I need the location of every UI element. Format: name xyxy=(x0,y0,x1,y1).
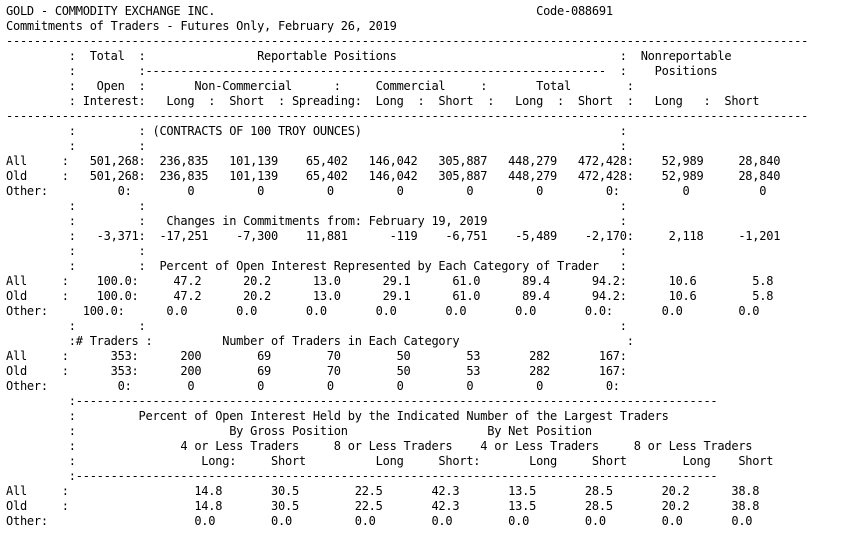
report-line: All : 100.0: 47.2 20.2 13.0 29.1 61.0 89.4 94.2: 10.6 5.8 xyxy=(6,274,774,288)
report-line: : Interest: Long : Short : Spreading: Long : Short : Long : Short : Long : Short xyxy=(6,94,760,108)
report-line: All : 501,268: 236,835 101,139 65,402 146,042 305,887 448,279 472,428: 52,989 28,840 xyxy=(6,154,781,168)
report-line: Old : 353: 200 69 70 50 53 282 167: xyxy=(6,364,627,378)
report-line: : 4 or Less Traders 8 or Less Traders 4 or Less Traders 8 or Less Traders xyxy=(6,439,753,453)
report-line: : -3,371: -17,251 -7,300 11,881 -119 -6,751 -5,489 -2,170: 2,118 -1,201 xyxy=(6,229,781,243)
report-line: ------------------------------------------------------------------------------------------------------------------- xyxy=(6,109,809,123)
report-subtitle: Commitments of Traders - Futures Only, February 26, 2019 xyxy=(6,19,397,33)
report-body xyxy=(6,34,808,528)
report-line: Old : 14.8 30.5 22.5 42.3 13.5 28.5 20.2 38.8 xyxy=(6,499,760,513)
report-line: : : Changes in Commitments from: February 19, 2019 : xyxy=(6,214,627,228)
report-line: : : : xyxy=(6,199,627,213)
report-line: : : (CONTRACTS OF 100 TROY OUNCES) : xyxy=(6,124,627,138)
report-line: :-------------------------------------------------------------------------------------------- xyxy=(6,469,718,483)
report-line: ------------------------------------------------------------------------------------------------------------------- xyxy=(6,34,809,48)
report-line: : By Gross Position By Net Position xyxy=(6,424,592,438)
report-line: : Total : Reportable Positions : Nonreportable xyxy=(6,49,732,63)
report-title: GOLD - COMMODITY EXCHANGE INC. xyxy=(6,4,216,18)
report-line: : : Percent of Open Interest Represented by Each Category of Trader : xyxy=(6,259,627,273)
report-line: Other: 0.0 0.0 0.0 0.0 0.0 0.0 0.0 0.0 xyxy=(6,514,753,528)
report-line: Other: 100.0: 0.0 0.0 0.0 0.0 0.0 0.0 0.0: 0.0 0.0 xyxy=(6,304,760,318)
report-line: Old : 100.0: 47.2 20.2 13.0 29.1 61.0 89.4 94.2: 10.6 5.8 xyxy=(6,289,774,303)
title-gap xyxy=(215,4,536,18)
report-line: Other: 0: 0 0 0 0 0 0 0: xyxy=(6,379,620,393)
report-line: : Long: Short Long Short: Long Short Long Short xyxy=(6,454,774,468)
report-line: : : : xyxy=(6,319,627,333)
report-line: : Percent of Open Interest Held by the Indicated Number of the Largest Traders xyxy=(6,409,669,423)
report-line: All : 353: 200 69 70 50 53 282 167: xyxy=(6,349,627,363)
report-line: :# Traders : Number of Traders in Each Category : xyxy=(6,334,634,348)
report-line: Old : 501,268: 236,835 101,139 65,402 146,042 305,887 448,279 472,428: 52,989 28,840 xyxy=(6,169,781,183)
report-line: : Open : Non-Commercial : Commercial : Total : xyxy=(6,79,634,93)
report-line: : : : xyxy=(6,139,627,153)
report-code: Code-088691 xyxy=(536,4,613,18)
report-line: :-------------------------------------------------------------------------------------------- xyxy=(6,394,718,408)
report-line: : :------------------------------------------------------------------ : Positions xyxy=(6,64,718,78)
report-line: Other: 0: 0 0 0 0 0 0 0: 0 0 xyxy=(6,184,767,198)
report-line: : : : xyxy=(6,244,627,258)
report-line: All : 14.8 30.5 22.5 42.3 13.5 28.5 20.2 38.8 xyxy=(6,484,760,498)
